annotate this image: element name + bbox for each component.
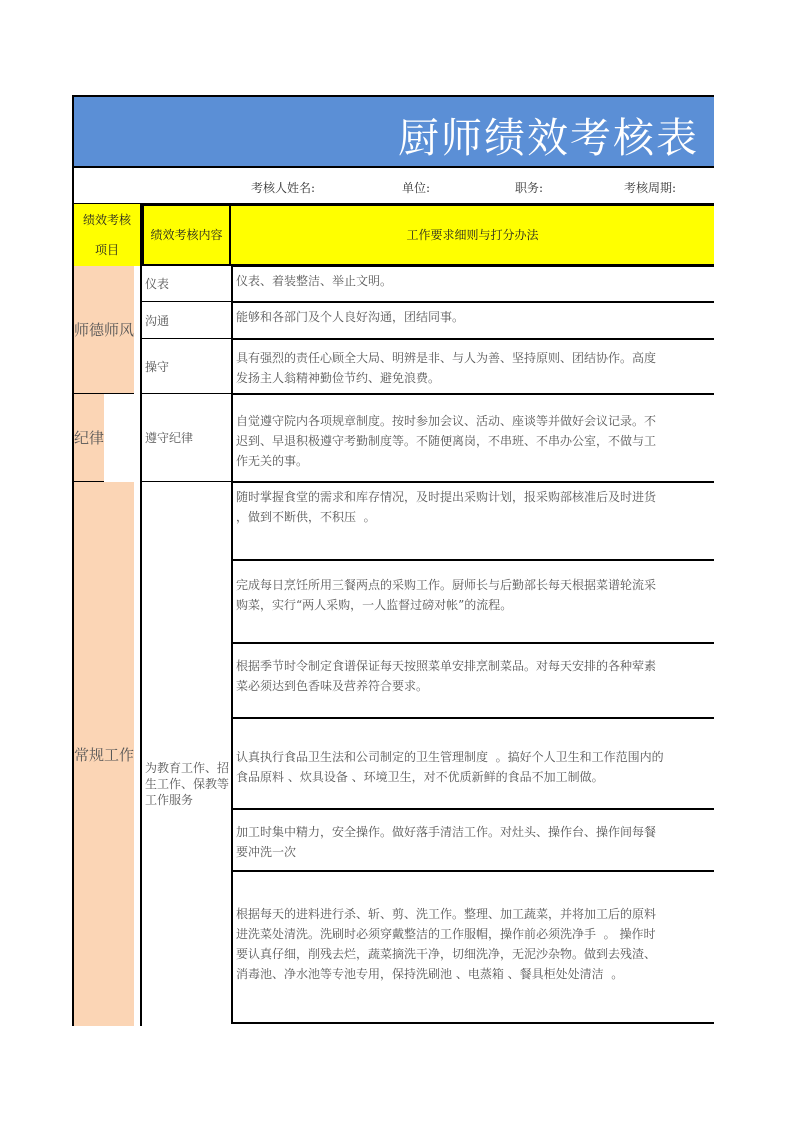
sub-discipline: 遵守纪律 bbox=[142, 394, 231, 482]
desc-routine-3: 根据季节时令制定食谱保证每天按照菜单安排烹制菜品。对每天安排的各种荤素 菜必须达到色香味及营养符合要求。 bbox=[231, 643, 714, 718]
desc-communication: 能够和各部门及个人良好沟通，团结同事。 bbox=[231, 302, 714, 339]
assessor-name-label: 考核人姓名: bbox=[251, 181, 316, 195]
desc-discipline: 自觉遵守院内各项规章制度。按时参加会议、活动、座谈等并做好会议记录。不 迟到、早退积极遵守考勤制度等。不随便离岗，不串班、不串办公室，不做与工 作无关的事。 bbox=[231, 394, 714, 482]
title-bar bbox=[72, 95, 714, 168]
table-mid-border bbox=[140, 204, 142, 1026]
header-content: 绩效考核内容 bbox=[142, 204, 231, 266]
sub-routine-work: 为教育工作、招 生工作、保教等 工作服务 bbox=[145, 761, 230, 807]
sub-communication: 沟通 bbox=[142, 302, 231, 339]
header-rules: 工作要求细则与打分办法 bbox=[231, 204, 714, 266]
desc-routine-6: 根据每天的进料进行杀、斩、剪、洗工作。整理、加工蔬菜，并将加工后的原料 进洗菜处清洗。洗刷时必须穿戴整洁的工作服帽，操作前必须洗净手 。 操作时 要认真仔细，削残去烂，蔬菜摘洗干净，切细洗净，无泥沙杂物。做到去残渣、 消毒池、净水池等专池专用，保持洗刷池 、电蒸箱 、餐具柜处处清洁 。 bbox=[231, 871, 714, 1024]
desc-integrity: 具有强烈的责任心顾全大局、明辨是非、与人为善、坚持原则、团结协作。高度 发扬主人翁精神勤俭节约、避免浪费。 bbox=[231, 339, 714, 394]
unit-label: 单位: bbox=[402, 181, 431, 195]
sub-appearance: 仪表 bbox=[142, 266, 231, 302]
info-row bbox=[72, 168, 714, 204]
desc-routine-5: 加工时集中精力，安全操作。做好落手清洁工作。对灶头、操作台、操作间每餐 要冲洗一次 bbox=[231, 809, 714, 871]
category-discipline: 纪律 bbox=[74, 394, 104, 482]
desc-routine-4: 认真执行食品卫生法和公司制定的卫生管理制度 。搞好个人卫生和工作范围内的 食品原料 、炊具设备 、环境卫生，对不优质新鲜的食品不加工制做。 bbox=[231, 718, 714, 809]
header-item-line1: 绩效考核 bbox=[82, 213, 131, 227]
position-label: 职务: bbox=[515, 181, 544, 195]
table-left-border bbox=[72, 204, 74, 1026]
sub-integrity: 操守 bbox=[142, 339, 231, 394]
desc-appearance: 仪表、着装整洁、举止文明。 bbox=[231, 266, 714, 302]
category-routine-work: 常规工作 bbox=[74, 482, 134, 1026]
desc-routine-2: 完成每日烹饪所用三餐两点的采购工作。厨师长与后勤部长每天根据菜谱轮流采 购菜，实行“两人采购，一人监督过磅对帐”的流程。 bbox=[231, 560, 714, 643]
page-title: 厨师绩效考核表 bbox=[398, 114, 699, 162]
header-item-line2: 项目 bbox=[94, 243, 119, 257]
period-label: 考核周期: bbox=[624, 181, 677, 195]
header-item bbox=[74, 204, 140, 266]
category-ethics: 师德师风 bbox=[74, 266, 134, 394]
desc-routine-1: 随时掌握食堂的需求和库存情况，及时提出采购计划，报采购部核准后及时进货 ，做到不断供，不积压 。 bbox=[231, 482, 714, 560]
